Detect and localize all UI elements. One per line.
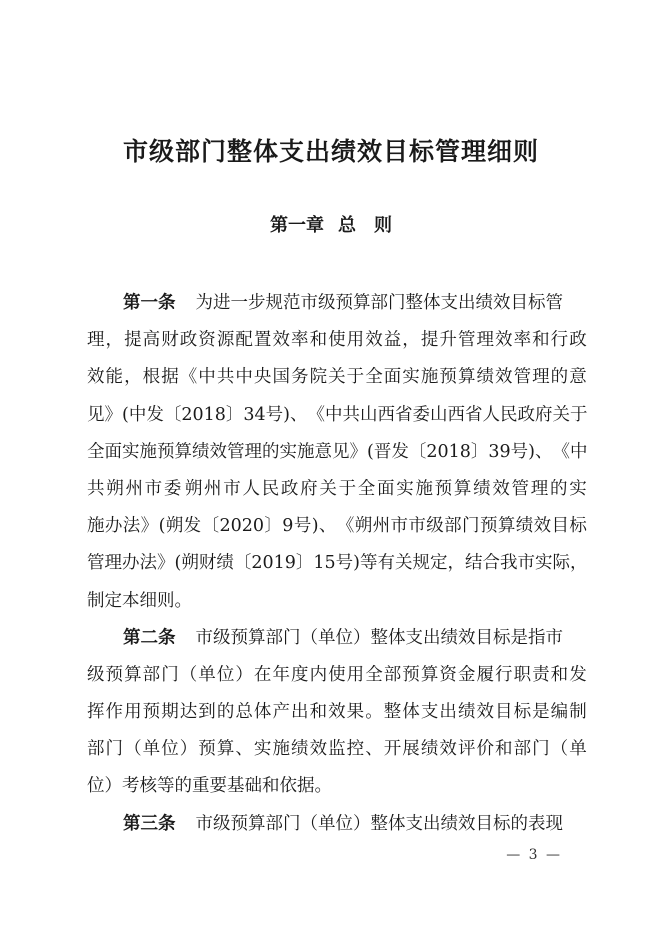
article-1-line-3: 效 能 ， 根 据 《 中 共 中 央 国 务 院 关 于 全 面 实 施 预 算 绩 效 管 理 的 意 bbox=[87, 367, 587, 388]
chapter-name: 总 则 bbox=[338, 215, 392, 236]
article-3-line-1 bbox=[87, 806, 587, 843]
chapter-heading bbox=[0, 211, 662, 241]
article-2-line-2: 级 预 算 部 门 （ 单 位 ） 在 年 度 内 使 用 全 部 预 算 资 金 履 行 职 责 和 发 bbox=[87, 664, 587, 685]
article-1-line-4: 见 》 ( 中 发 〔 2018 〕 34 号 ) 、 《 中 共 山 西 省 委 山 西 省 人 民 政 府 关 于 bbox=[87, 404, 588, 425]
article-1-line-2: 理 ， 提 高 财 政 资 源 配 置 效 率 和 使 用 效 益 ， 提 升 管 理 效 率 和 行 政 bbox=[87, 330, 587, 351]
article-2-line-3: 挥 作 用 预 期 达 到 的 总 体 产 出 和 效 果 。 整 体 支 出 绩 效 目 标 是 编 制 bbox=[87, 702, 587, 723]
article-2-number: 第二条 bbox=[123, 627, 176, 648]
chapter-label: 第一章 bbox=[270, 215, 324, 236]
article-2-line-1 bbox=[87, 620, 587, 657]
article-2-text: 市级预算部门（单位）整体支出绩效目标是指市 bbox=[195, 627, 563, 648]
article-2-line-5: 位）考核等的重要基础和依据。 bbox=[87, 776, 332, 797]
article-2-line-4: 部 门 （ 单 位 ） 预 算 、 实 施 绩 效 监 控 、 开 展 绩 效 评 价 和 部 门 （ 单 bbox=[87, 739, 587, 760]
page-number: — 3 — bbox=[506, 847, 562, 863]
document-body bbox=[87, 285, 587, 843]
article-1-line-1 bbox=[87, 285, 587, 322]
article-1-line-8: 管 理 办 法 》 ( 朔 财 绩 〔 2019 〕 15 号 ) 等 有 关 规 定 ， 结 合 我 市 实 际 ， bbox=[87, 553, 588, 574]
document-title: 市级部门整体支出绩效目标管理细则 bbox=[122, 137, 539, 166]
article-3-text: 市级预算部门（单位）整体支出绩效目标的表现 bbox=[195, 813, 563, 834]
article-1-line-5: 全 面 实 施 预 算 绩 效 管 理 的 实 施 意 见 》 ( 晋 发 〔 2018 〕 39 号 ) 、 《 中 bbox=[87, 441, 588, 462]
article-1-text: 为进一步规范市级预算部门整体支出绩效目标管 bbox=[195, 293, 563, 313]
article-1-line-9: 制定本细则。 bbox=[87, 590, 192, 611]
article-1-number: 第一条 bbox=[123, 293, 176, 313]
article-1-line-6: 共 朔 州 市 委 朔 州 市 人 民 政 府 关 于 全 面 实 施 预 算 绩 效 管 理 的 实 bbox=[87, 478, 587, 499]
article-1-line-7: 施 办 法 》 ( 朔 发 〔 2020 〕 9 号 ) 、 《 朔 州 市 市 级 部 门 预 算 绩 效 目 标 bbox=[87, 516, 587, 537]
article-3-number: 第三条 bbox=[123, 813, 176, 834]
